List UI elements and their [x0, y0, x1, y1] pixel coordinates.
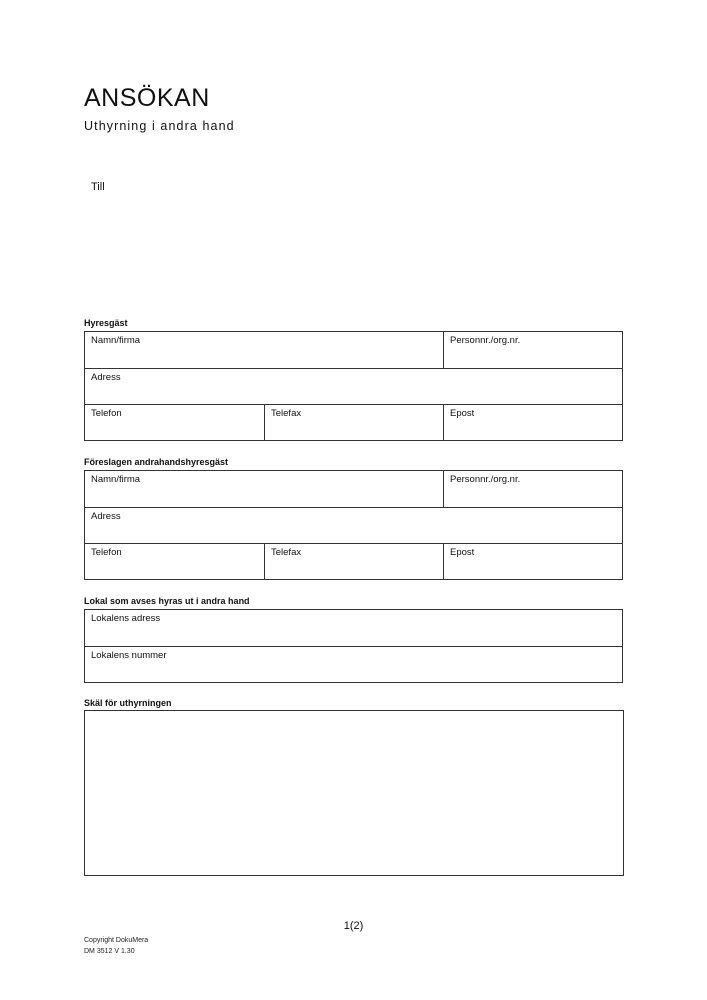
tenant-name-label: Namn/firma — [91, 335, 141, 346]
subtenant-id-field[interactable] — [443, 471, 622, 507]
subtenant-email-field[interactable] — [443, 544, 622, 579]
page-title: ANSÖKAN — [84, 84, 210, 112]
subtenant-address-label: Adress — [91, 511, 121, 522]
subtenant-phone-label: Telefon — [91, 547, 122, 558]
subtenant-email-label: Epost — [450, 547, 475, 558]
tenant-email-label: Epost — [450, 408, 475, 419]
tenant-id-field[interactable] — [443, 332, 622, 368]
subtenant-id-label: Personnr./org.nr. — [450, 474, 521, 485]
tenant-fax-field[interactable] — [264, 405, 443, 440]
page-subtitle: Uthyrning i andra hand — [84, 119, 235, 133]
subtenant-fax-field[interactable] — [264, 544, 443, 579]
tenant-phone-label: Telefon — [91, 408, 122, 419]
premises-row-number — [85, 646, 622, 682]
recipient-label: Till — [91, 181, 105, 193]
tenant-section-title: Hyresgäst — [84, 318, 128, 328]
tenant-form — [84, 331, 623, 441]
subtenant-fax-label: Telefax — [271, 547, 302, 558]
tenant-row-contact — [85, 404, 622, 440]
tenant-phone-field[interactable] — [85, 405, 264, 440]
form-code: DM 3512 V 1.30 — [84, 948, 135, 955]
tenant-address-label: Adress — [91, 372, 121, 383]
subtenant-name-field[interactable] — [85, 471, 443, 507]
tenant-id-label: Personnr./org.nr. — [450, 335, 521, 346]
subtenant-section-title: Föreslagen andrahandshyresgäst — [84, 457, 229, 467]
page-number: 1(2) — [343, 920, 364, 932]
tenant-name-field[interactable] — [85, 332, 443, 368]
subtenant-form — [84, 470, 623, 580]
reason-textarea[interactable] — [84, 710, 624, 876]
subtenant-row-address — [85, 507, 622, 543]
tenant-email-field[interactable] — [443, 405, 622, 440]
premises-address-field[interactable] — [85, 610, 622, 646]
subtenant-name-label: Namn/firma — [91, 474, 141, 485]
reason-section-title: Skäl för uthyrningen — [84, 698, 172, 708]
premises-form — [84, 609, 623, 683]
premises-address-label: Lokalens adress — [91, 613, 161, 624]
subtenant-row-name — [85, 471, 622, 507]
subtenant-address-field[interactable] — [85, 508, 622, 543]
tenant-fax-label: Telefax — [271, 408, 302, 419]
subtenant-phone-field[interactable] — [85, 544, 264, 579]
premises-number-label: Lokalens nummer — [91, 650, 167, 661]
tenant-address-field[interactable] — [85, 369, 622, 404]
premises-row-address — [85, 610, 622, 646]
subtenant-row-contact — [85, 543, 622, 579]
premises-number-field[interactable] — [85, 647, 622, 682]
tenant-row-name — [85, 332, 622, 368]
copyright-text: Copyright DokuMera — [84, 937, 149, 944]
premises-section-title: Lokal som avses hyras ut i andra hand — [84, 596, 250, 606]
tenant-row-address — [85, 368, 622, 404]
